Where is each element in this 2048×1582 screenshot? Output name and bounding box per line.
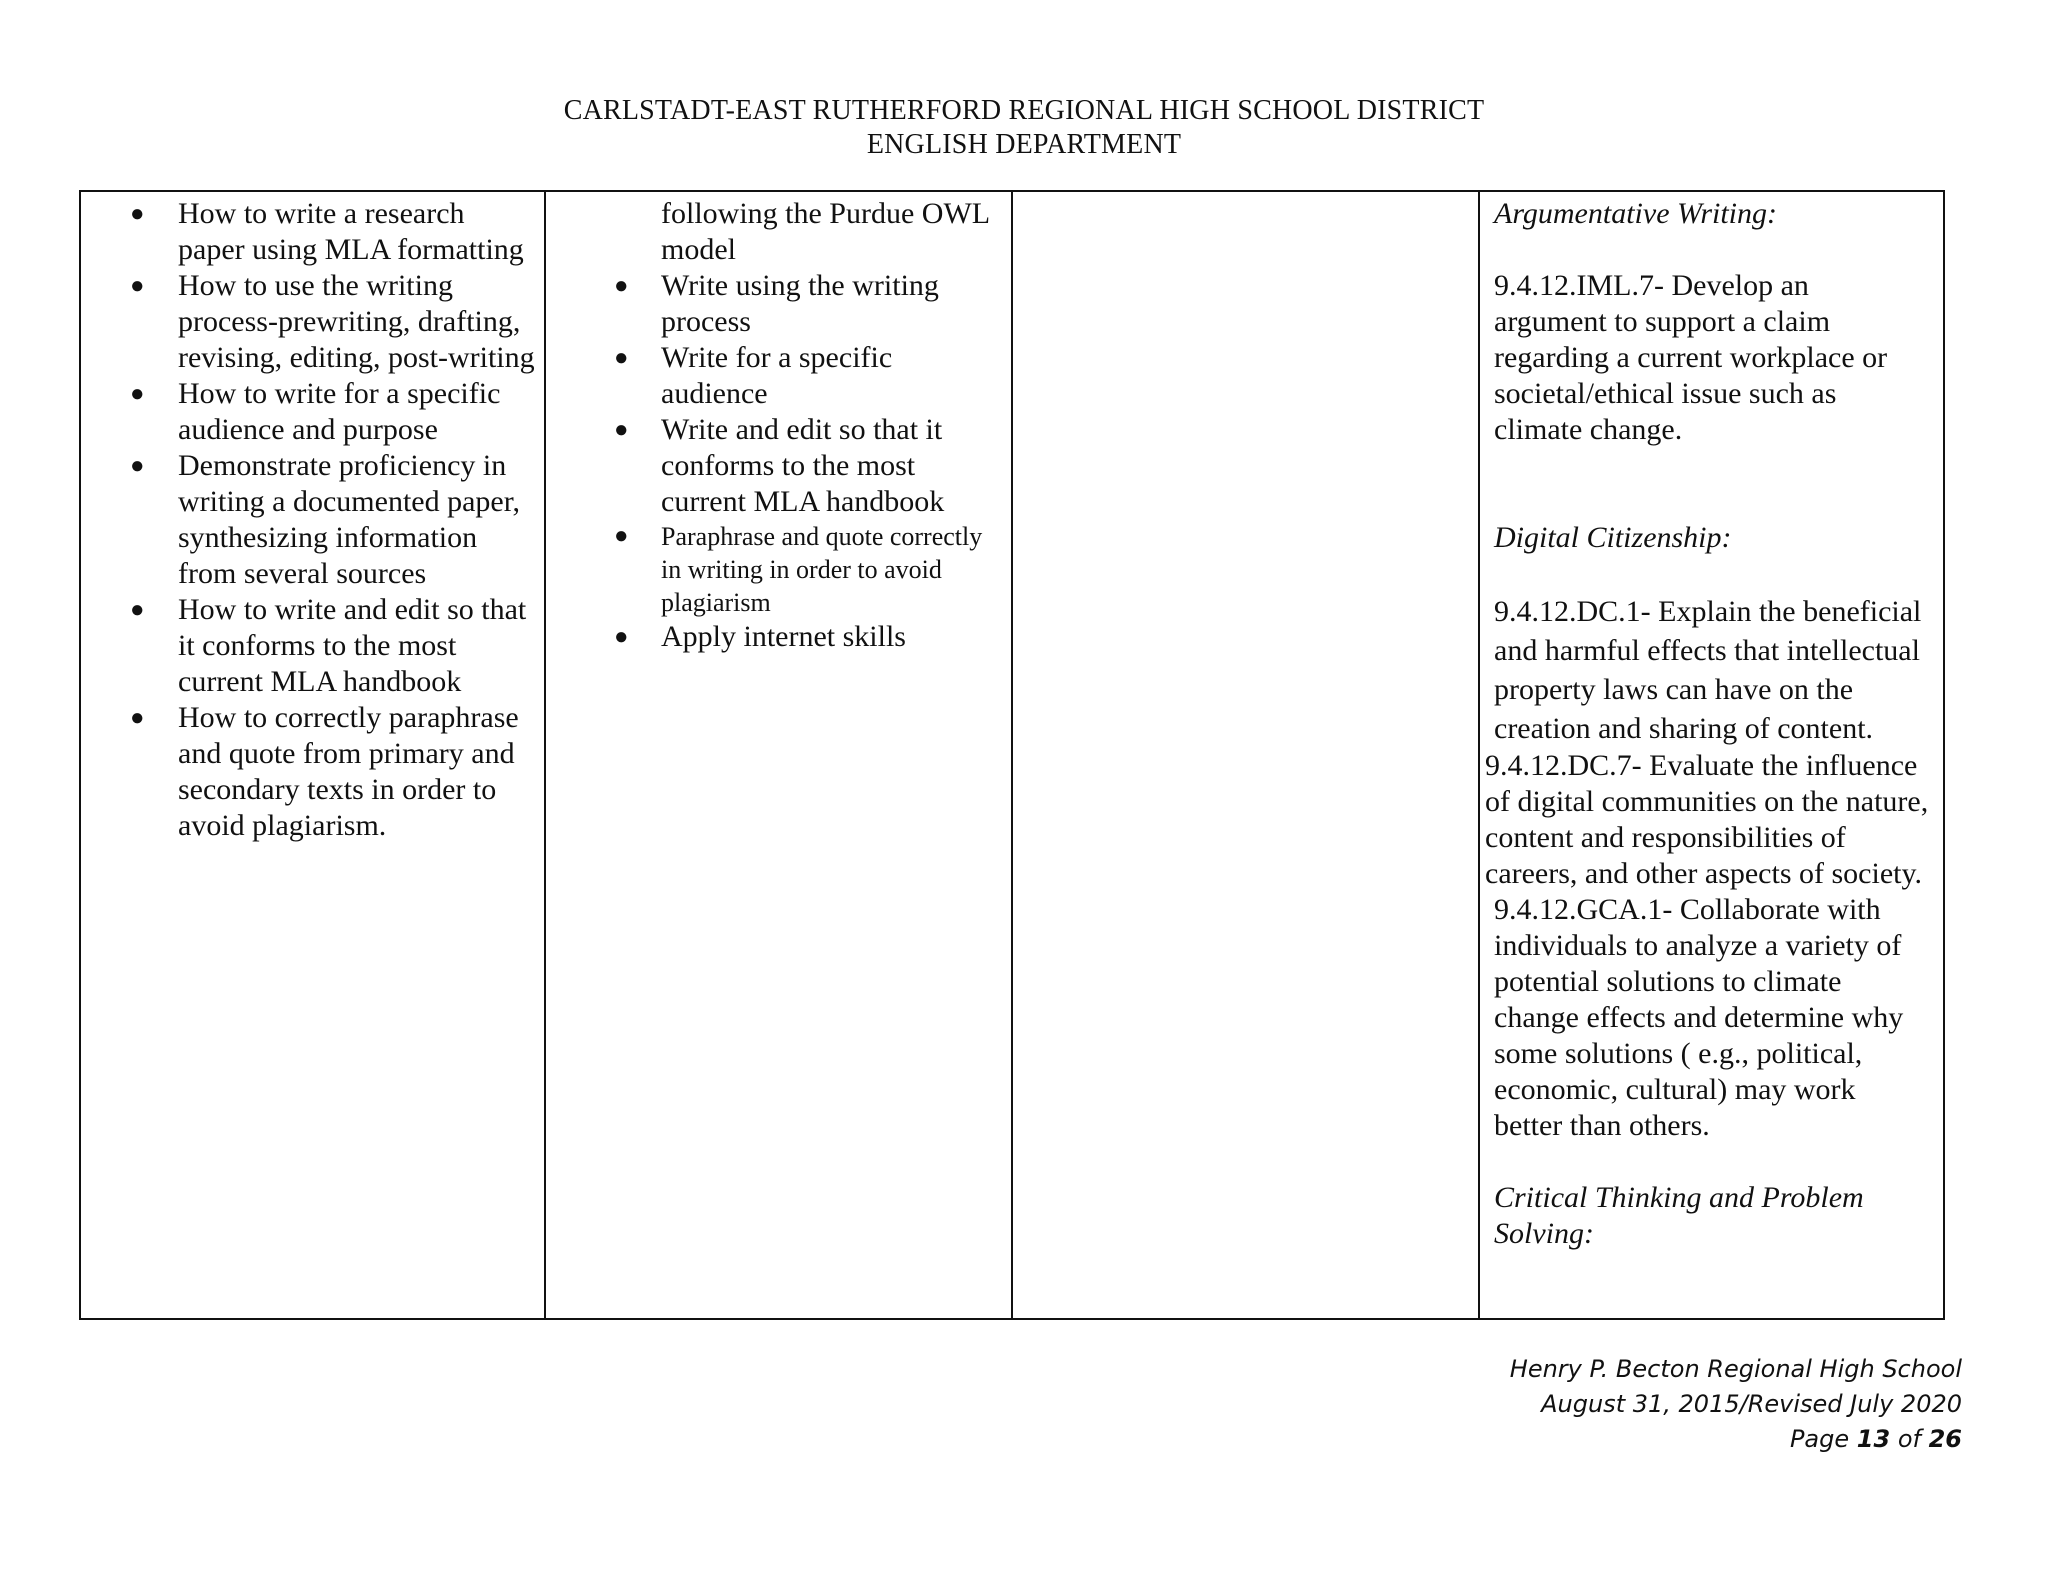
list-item-continuation: following the Purdue OWL model: [661, 197, 989, 266]
bullet-icon: ●: [614, 417, 629, 443]
column-skills: [80, 191, 545, 1319]
list-item: ● Demonstrate proficiency in writing a documented paper, synthesizing information from several sources: [130, 449, 521, 590]
heading-argumentative: Argumentative Writing:: [1494, 197, 1778, 230]
page-number: Page 13 of 26: [1789, 1425, 1962, 1453]
list-item: ● How to write and edit so that it conforms to the most current MLA handbook: [130, 593, 527, 698]
list-item: ● Write and edit so that it conforms to the most current MLA handbook: [614, 413, 945, 518]
list-item: ● How to correctly paraphrase and quote from primary and secondary texts in order to avoid plagiarism.: [130, 701, 519, 842]
standards-block: [1480, 192, 1943, 1252]
heading-digital-citizenship: Digital Citizenship:: [1494, 521, 1732, 554]
bullet-icon: ●: [614, 523, 629, 549]
heading-critical-thinking: Critical Thinking and Problem Solving:: [1494, 1181, 1864, 1250]
activities-list: [546, 192, 1011, 655]
bullet-icon: ●: [130, 597, 145, 623]
curriculum-table: [79, 190, 1945, 1320]
column-standards: [1479, 191, 1944, 1319]
list-item: ● Write for a specific audience: [614, 341, 893, 410]
standard-iml7: 9.4.12.IML.7- Develop an argument to support a claim regarding a current workplace or societal/ethical issue such as climate change.: [1494, 269, 1888, 446]
column-empty: [1012, 191, 1479, 1319]
bullet-icon: ●: [614, 624, 629, 650]
page-current: 13: [1856, 1425, 1891, 1453]
list-item: ● Paraphrase and quote correctly in writing in order to avoid plagiarism: [614, 522, 983, 617]
bullet-icon: ●: [130, 201, 145, 227]
list-item: ● How to use the writing process-prewriting, drafting, revising, editing, post-writing: [130, 269, 535, 374]
list-item: ● How to write a research paper using MLA formatting: [130, 197, 524, 266]
table-row: [80, 191, 1944, 1319]
list-item: ● Write using the writing process: [614, 269, 939, 338]
standard-dc7: 9.4.12.DC.7- Evaluate the influence of digital communities on the nature, content and responsibilities of careers, and other aspects of society.: [1485, 749, 1929, 890]
footer-school: Henry P. Becton Regional High School: [1509, 1355, 1962, 1383]
skills-list: [81, 192, 544, 844]
column-activities: [545, 191, 1012, 1319]
bullet-icon: ●: [130, 453, 145, 479]
bullet-icon: ●: [130, 705, 145, 731]
footer-date: August 31, 2015/Revised July 2020: [1541, 1390, 1962, 1418]
page-total: 26: [1928, 1425, 1962, 1453]
list-item: ● How to write for a specific audience and purpose: [130, 377, 501, 446]
standard-dc1: 9.4.12.DC.1- Explain the beneficial and harmful effects that intellectual property laws can have on the creation and sharing of content.: [1494, 595, 1922, 745]
list-item: ● Apply internet skills: [614, 620, 906, 653]
document-header: [0, 94, 2048, 162]
document-footer: [1510, 1352, 1962, 1457]
bullet-icon: ●: [130, 273, 145, 299]
bullet-icon: ●: [614, 273, 629, 299]
bullet-icon: ●: [614, 345, 629, 371]
district-title: CARLSTADT-EAST RUTHERFORD REGIONAL HIGH SCHOOL DISTRICT: [563, 95, 1485, 126]
department-title: ENGLISH DEPARTMENT: [866, 129, 1182, 160]
bullet-icon: ●: [130, 381, 145, 407]
standard-gca1: 9.4.12.GCA.1- Collaborate with individuals to analyze a variety of potential solutions to climate change effects and determine why some solutions ( e.g., political, economic, cultural) may work better than others.: [1494, 893, 1904, 1142]
